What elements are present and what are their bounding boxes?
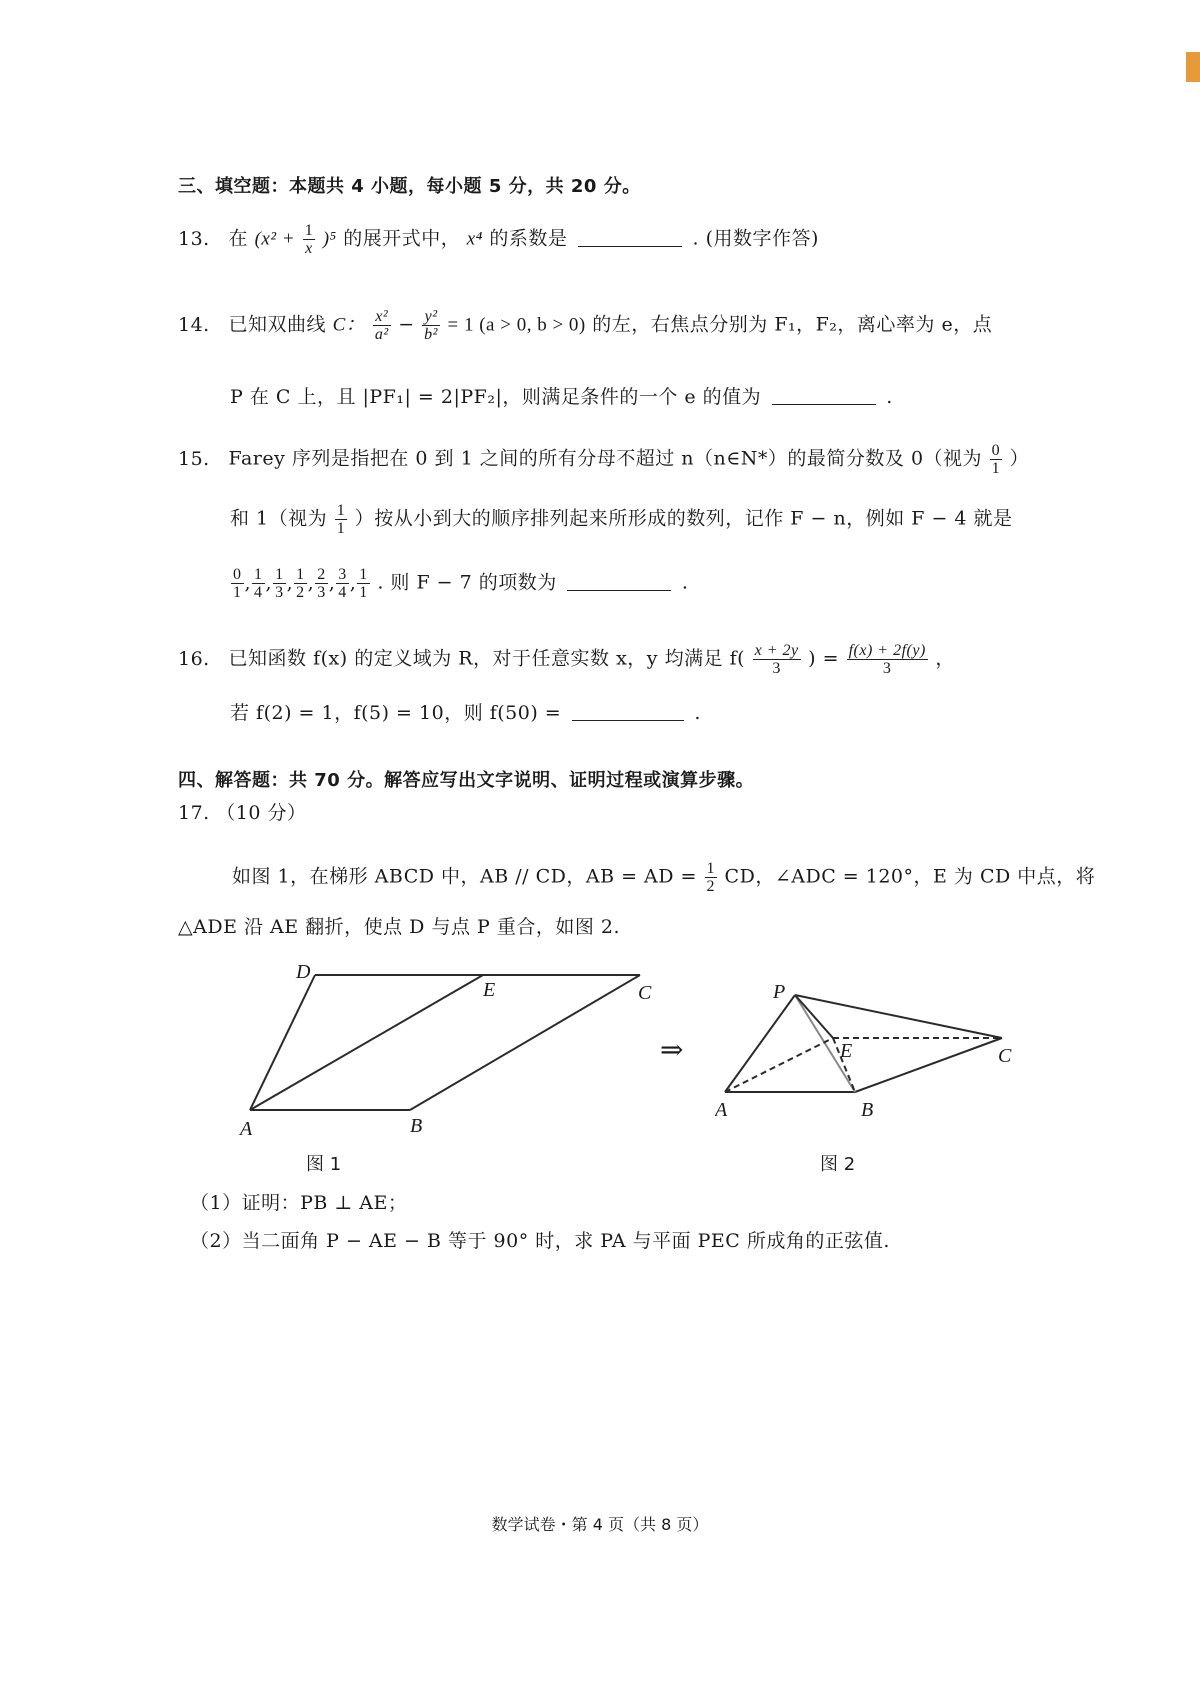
answer-blank[interactable] bbox=[578, 228, 682, 247]
question-16 bbox=[178, 642, 955, 677]
fill-in-section-title: 三、填空题：本题共 4 小题，每小题 5 分，共 20 分。 bbox=[178, 176, 641, 197]
edge-ae bbox=[250, 975, 483, 1110]
farey-fraction bbox=[273, 566, 286, 601]
q13-expression: (x² + bbox=[254, 228, 296, 250]
q13-text: 在 bbox=[228, 227, 249, 250]
q17-text-2: CD，∠ADC = 120°，E 为 CD 中点，将 bbox=[724, 865, 1096, 888]
question-14 bbox=[178, 308, 992, 343]
q14-minus: − bbox=[398, 313, 415, 336]
question-number: 15. bbox=[178, 447, 210, 470]
vertex-label-e: E bbox=[840, 1040, 853, 1062]
q13-text-2: 的展开式中， bbox=[343, 227, 461, 250]
edge-ap bbox=[725, 995, 795, 1092]
q15-text-3: ）按从小到大的顺序排列起来所形成的数列，记作 F − n，例如 F − 4 就是 bbox=[354, 507, 1013, 530]
frac-numerator: 1 bbox=[304, 222, 314, 239]
q15-text-4: . 则 F − 7 的项数为 bbox=[377, 571, 557, 594]
q16-text-2: ) = bbox=[808, 647, 840, 670]
frac-denominator: 1 bbox=[991, 460, 1001, 477]
figure-1-caption: 图 1 bbox=[306, 1154, 342, 1175]
frac-denominator: 3 bbox=[882, 660, 892, 677]
frac-denominator: a² bbox=[374, 326, 389, 343]
frac-numerator: 2 bbox=[317, 566, 326, 583]
frac-denominator: 3 bbox=[317, 584, 326, 601]
edge-bc bbox=[855, 1038, 1002, 1092]
frac-denominator: 2 bbox=[296, 584, 305, 601]
frac-denominator: 1 bbox=[359, 584, 368, 601]
q13-text-3: 的系数是 bbox=[489, 227, 568, 250]
q16-text-3: ， bbox=[935, 647, 955, 670]
q14-text: 已知双曲线 bbox=[228, 313, 327, 336]
vertex-label-d: D bbox=[296, 961, 311, 983]
page-edge-mark bbox=[1186, 52, 1200, 82]
vertex-label-c: C bbox=[998, 1045, 1012, 1067]
question-17-part-1: （1）证明：PB ⊥ AE； bbox=[190, 1192, 408, 1214]
vertex-label-c: C bbox=[638, 982, 652, 1004]
frac-numerator: 1 bbox=[706, 860, 715, 877]
q14-condition: = 1 (a > 0, b > 0) bbox=[447, 314, 586, 336]
question-number: 16. bbox=[178, 647, 210, 670]
question-17-header bbox=[178, 800, 306, 826]
figure-2-caption: 图 2 bbox=[820, 1154, 856, 1175]
farey-fraction bbox=[357, 566, 370, 601]
edge-ae-hidden bbox=[725, 1038, 833, 1092]
farey-fraction bbox=[252, 566, 265, 601]
q13-expression-end: )⁵ bbox=[322, 228, 337, 250]
question-17-line-1 bbox=[232, 860, 1095, 895]
frac-numerator: x² bbox=[373, 308, 391, 326]
q13-power: x⁴ bbox=[466, 228, 483, 250]
question-15 bbox=[178, 442, 1029, 477]
q14-fraction-y bbox=[422, 308, 440, 343]
vertex-label-b: B bbox=[410, 1115, 423, 1137]
q13-text-4: . (用数字作答) bbox=[692, 227, 819, 250]
question-16-line-2 bbox=[230, 700, 701, 726]
frac-numerator: 1 bbox=[359, 566, 368, 583]
edge-bc bbox=[410, 975, 640, 1110]
frac-numerator: 0 bbox=[991, 442, 1001, 459]
question-14-line-2 bbox=[230, 384, 893, 410]
question-13 bbox=[178, 222, 819, 257]
q15-fraction-zero bbox=[990, 442, 1003, 477]
frac-denominator: 1 bbox=[336, 520, 346, 537]
q17-score: （10 分） bbox=[216, 802, 307, 824]
q13-fraction bbox=[303, 222, 316, 257]
frac-numerator: f(x) + 2f(y) bbox=[848, 642, 926, 659]
question-15-line-3 bbox=[230, 566, 688, 601]
frac-numerator: x + 2y bbox=[754, 642, 799, 659]
frac-numerator: y² bbox=[422, 308, 440, 326]
q15-text: Farey 序列是指把在 0 到 1 之间的所有分母不超过 n（n∈N*）的最简分数及 0（视为 bbox=[228, 447, 983, 470]
sequence-separator: , bbox=[244, 571, 252, 594]
page-footer: 数学试卷・第 4 页（共 8 页） bbox=[491, 1515, 709, 1534]
frac-denominator: 4 bbox=[254, 584, 263, 601]
q14-text-2: 的左，右焦点分别为 F₁，F₂，离心率为 e，点 bbox=[592, 313, 993, 336]
vertex-label-a: A bbox=[715, 1099, 728, 1121]
q15-fraction-one bbox=[335, 502, 348, 537]
q16-fraction-value bbox=[847, 642, 928, 677]
q16-fraction-arg bbox=[753, 642, 801, 677]
frac-denominator: 4 bbox=[338, 584, 347, 601]
question-17-part-2: （2）当二面角 P − AE − B 等于 90° 时，求 PA 与平面 PEC 所成角的正弦值. bbox=[190, 1230, 890, 1252]
q15-text-5: . bbox=[681, 571, 689, 594]
question-number: 13. bbox=[178, 227, 210, 250]
sequence-separator: , bbox=[265, 571, 273, 594]
answer-blank[interactable] bbox=[572, 702, 684, 721]
frac-denominator: 3 bbox=[772, 660, 781, 677]
frac-denominator: b² bbox=[424, 326, 438, 343]
farey-fraction bbox=[315, 566, 328, 601]
sequence-separator: , bbox=[286, 571, 294, 594]
vertex-label-a: A bbox=[240, 1118, 253, 1140]
frac-numerator: 0 bbox=[233, 566, 242, 583]
q16-text-5: . bbox=[694, 702, 701, 724]
q14-text-4: . bbox=[886, 386, 893, 408]
edge-da bbox=[250, 975, 315, 1110]
sequence-separator: , bbox=[349, 571, 357, 594]
frac-denominator: 3 bbox=[275, 584, 284, 601]
transform-arrow: ⇒ bbox=[660, 1033, 684, 1066]
sequence-separator: , bbox=[307, 571, 315, 594]
q15-text-2: 和 1（视为 bbox=[230, 507, 328, 530]
sequence-separator: , bbox=[328, 571, 336, 594]
question-number: 17. bbox=[178, 802, 210, 824]
vertex-label-p: P bbox=[773, 981, 786, 1003]
frac-numerator: 3 bbox=[338, 566, 347, 583]
farey-fraction bbox=[294, 566, 307, 601]
figure-1-trapezoid bbox=[230, 960, 670, 1150]
q17-text: 如图 1，在梯形 ABCD 中，AB // CD，AB = AD = bbox=[232, 865, 697, 888]
frac-numerator: 1 bbox=[296, 566, 305, 583]
q15-text-end: ） bbox=[1009, 447, 1030, 470]
question-15-line-2 bbox=[230, 502, 1013, 537]
q14-curve-name: C： bbox=[332, 314, 366, 336]
frac-denominator: x bbox=[305, 240, 313, 257]
answer-blank[interactable] bbox=[772, 386, 876, 405]
q14-text-3: P 在 C 上，且 |PF₁| = 2|PF₂|，则满足条件的一个 e 的值为 bbox=[230, 386, 762, 408]
farey-fraction bbox=[336, 566, 349, 601]
q16-text: 已知函数 f(x) 的定义域为 R，对于任意实数 x，y 均满足 f( bbox=[228, 647, 746, 670]
question-17-line-2: △ADE 沿 AE 翻折，使点 D 与点 P 重合，如图 2. bbox=[178, 916, 620, 938]
frac-denominator: 1 bbox=[233, 584, 242, 601]
frac-numerator: 1 bbox=[254, 566, 263, 583]
answer-section-title: 四、解答题：共 70 分。解答应写出文字说明、证明过程或演算步骤。 bbox=[178, 770, 755, 791]
question-number: 14. bbox=[178, 313, 210, 336]
answer-blank[interactable] bbox=[567, 572, 671, 591]
figure-2-folded-solid bbox=[715, 980, 1035, 1130]
frac-denominator: 2 bbox=[706, 878, 715, 895]
vertex-label-b: B bbox=[861, 1099, 874, 1121]
farey-fraction bbox=[231, 566, 244, 601]
q14-fraction-x bbox=[373, 308, 391, 343]
q16-text-4: 若 f(2) = 1，f(5) = 10，则 f(50) = bbox=[230, 702, 562, 724]
frac-numerator: 1 bbox=[336, 502, 346, 519]
vertex-label-e: E bbox=[483, 979, 496, 1001]
frac-numerator: 1 bbox=[275, 566, 284, 583]
q17-fraction-half bbox=[705, 860, 718, 895]
farey-sequence bbox=[230, 566, 371, 601]
